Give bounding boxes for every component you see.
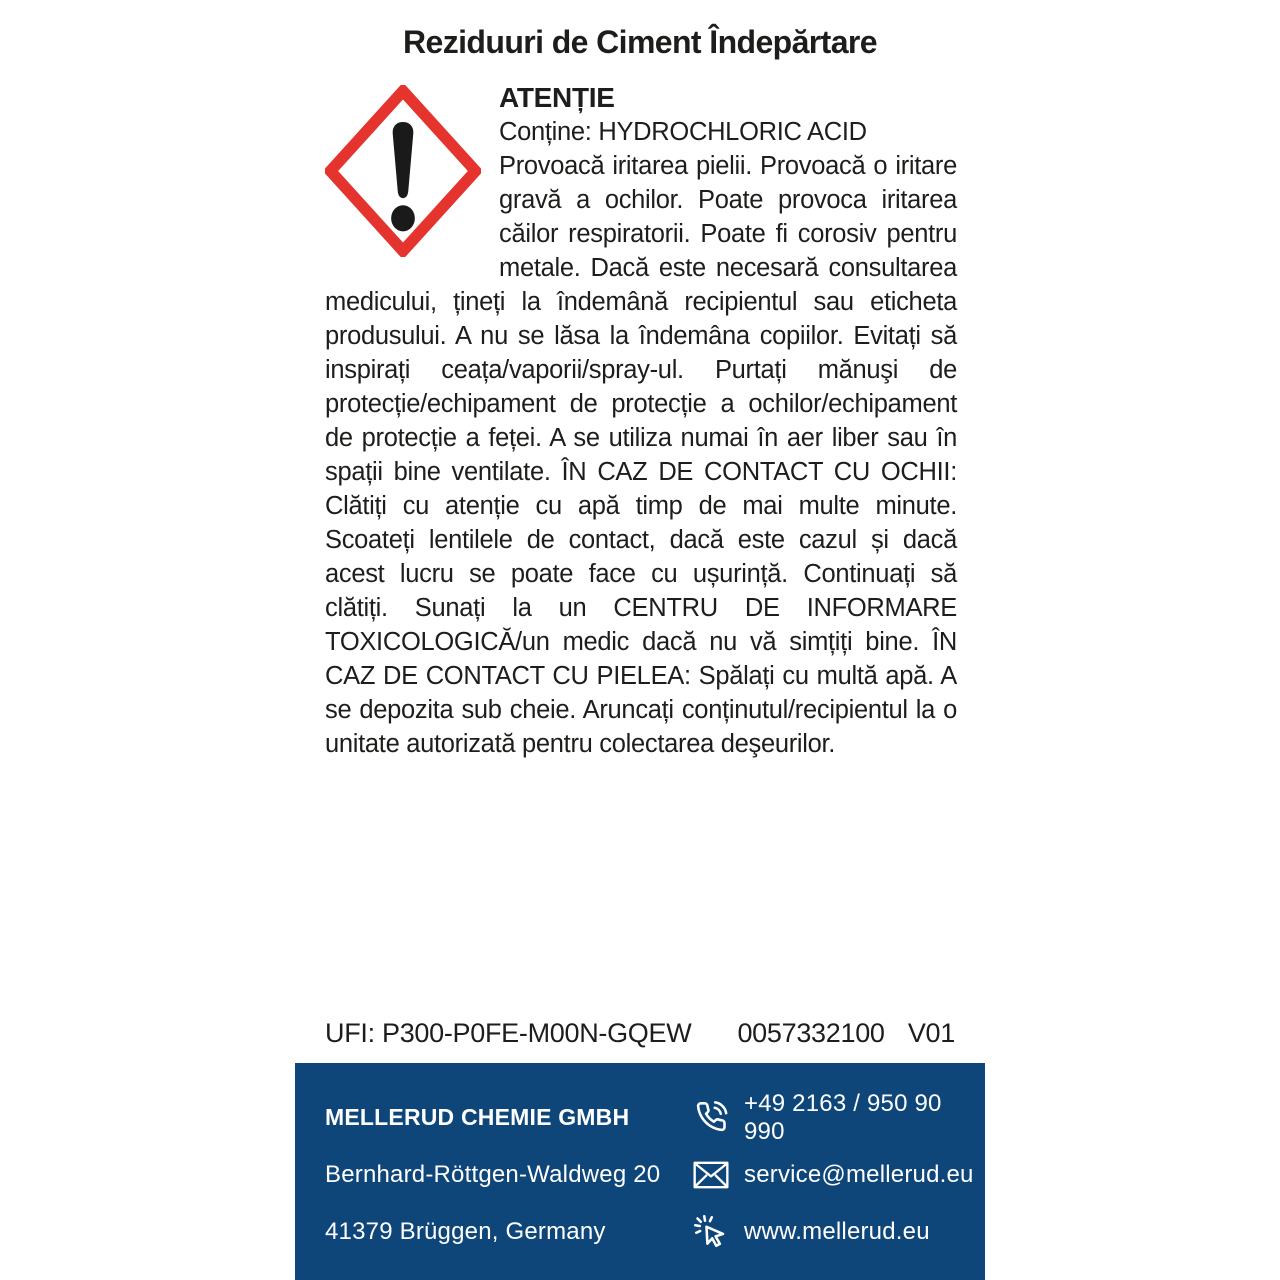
company-footer bbox=[295, 1063, 985, 1280]
signal-word: ATENȚIE bbox=[499, 82, 615, 113]
ghs07-exclamation-icon bbox=[325, 85, 481, 257]
email-row bbox=[693, 1160, 974, 1190]
ufi-value: P300-P0FE-M00N-GQEW bbox=[382, 1018, 692, 1048]
ufi-row bbox=[295, 1018, 985, 1049]
website-row bbox=[693, 1214, 974, 1250]
company-name: MELLERUD CHEMIE GMBH bbox=[325, 1104, 630, 1130]
exclamation-dot bbox=[391, 205, 415, 231]
ufi-code bbox=[325, 1018, 691, 1049]
ufi-label: UFI: bbox=[325, 1018, 382, 1048]
contains-statement: Conține: HYDROCHLORIC ACID bbox=[499, 118, 867, 146]
label-column bbox=[295, 0, 985, 1280]
version-code: V01 bbox=[907, 1018, 955, 1048]
email-address: service@mellerud.eu bbox=[744, 1160, 974, 1188]
batch-code: 0057332100 bbox=[737, 1018, 885, 1048]
phone-icon bbox=[693, 1100, 729, 1136]
address-city: 41379 Brüggen, Germany bbox=[325, 1217, 606, 1245]
address-street: Bernhard-Röttgen-Waldweg 20 bbox=[325, 1160, 661, 1188]
phone-row bbox=[693, 1090, 974, 1146]
footer-grid bbox=[325, 1089, 974, 1260]
page-title: Reziduuri de Ciment Îndepărtare bbox=[403, 24, 877, 60]
warning-section bbox=[295, 81, 985, 761]
hazard-statements: Provoacă iritarea pielii. Provoacă o iritare gravă a ochilor. Poate provoca iritarea căilor respiratorii. Poate fi corosiv pentru metale. Dacă este necesară consultarea medicului, țineți la îndemână recipientul sau eticheta produsului. A nu se lăsa la îndemâna copiilor. Evitați să inspirați ceața/vaporii/spray-ul. Purtați mănuşi de protecție/echipament de protecție a ochilor/echipament de protecție a feței. A se utiliza numai în aer liber sau în spații bine ventilate. ÎN CAZ DE CONTACT CU OCHII: Clătiți cu atenție cu apă timp de mai multe minute. Scoateți lentilele de contact, dacă este cazul și dacă acest lucru se poate face cu ușurință. Continuați să clătiți. Sunați la un CENTRU DE INFORMARE TOXICOLOGICĂ/un medic dacă nu vă simțiți bine. ÎN CAZ DE CONTACT CU PIELEA: Spălați cu multă apă. A se depozita sub cheie. Aruncați conținutul/recipientul la o unitate autorizată pentru colectarea deşeurilor. bbox=[325, 152, 957, 758]
batch-version bbox=[737, 1018, 955, 1049]
website-url: www.mellerud.eu bbox=[744, 1217, 930, 1245]
cursor-click-icon bbox=[693, 1214, 729, 1250]
phone-number: +49 2163 / 950 90 990 bbox=[744, 1089, 942, 1145]
envelope-icon bbox=[693, 1160, 729, 1190]
